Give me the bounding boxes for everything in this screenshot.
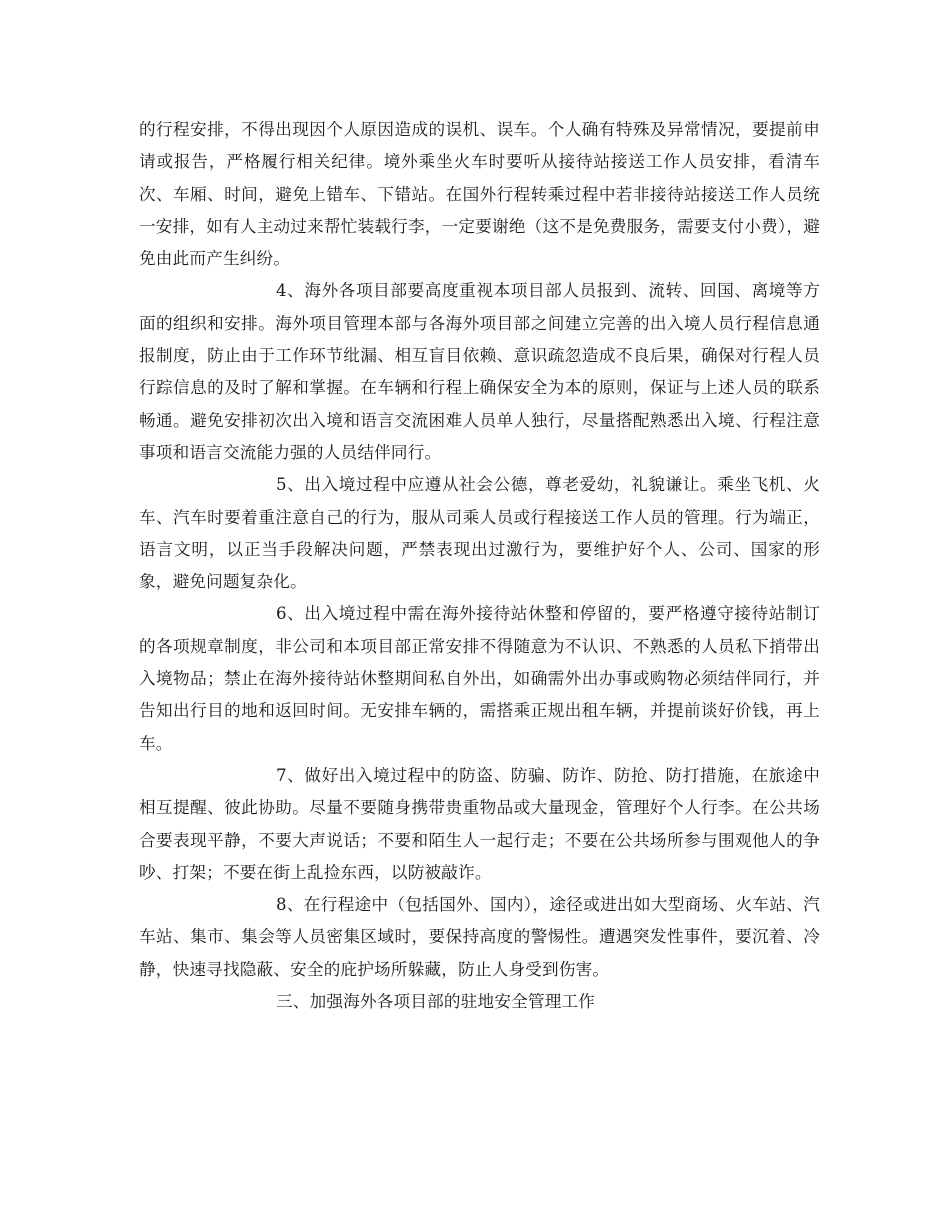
paragraph-continuation: 的行程安排，不得出现因个人原因造成的误机、误车。个人确有特殊及异常情况，要提前申请或报告，严格履行相关纪律。境外乘坐火车时要听从接待站接送工作人员安排，看清车次、车厢、时间，避免上错车、下错站。在国外行程转乘过程中若非接待站接送工作人员统一安排，如有人主动过来帮忙装载行李，一定要谢绝（这不是免费服务，需要支付小费），避免由此而产生纠纷。 [139, 120, 820, 269]
paragraph-item-8: 8、在行程途中（包括国外、国内），途径或进出如大型商场、火车站、汽车站、集市、集会等人员密集区域时，要保持高度的警惕性。遭遇突发性事件，要沉着、冷静，快速寻找隐蔽、安全的庇护场所躲藏，防止人身受到伤害。 [139, 895, 820, 979]
document-body [139, 114, 820, 1018]
paragraph-item-6: 6、出入境过程中需在海外接待站休整和停留的，要严格遵守接待站制订的各项规章制度，非公司和本项目部正常安排不得随意为不认识、不熟悉的人员私下捎带出入境物品；禁止在海外接待站休整期间私自外出，如确需外出办事或购物必须结伴同行，并告知出行目的地和返回时间。无安排车辆的，需搭乘正规出租车辆，并提前谈好价钱，再上车。 [139, 604, 820, 753]
paragraph-item-5: 5、出入境过程中应遵从社会公德，尊老爱幼，礼貌谦让。乘坐飞机、火车、汽车时要着重注意自己的行为，服从司乘人员或行程接送工作人员的管理。行为端正，语言文明，以正当手段解决问题，严禁表现出过激行为，要维护好个人、公司、国家的形象，避免问题复杂化。 [139, 475, 820, 592]
paragraph-item-7: 7、做好出入境过程中的防盗、防骗、防诈、防抢、防打措施，在旅途中相互提醒、彼此协助。尽量不要随身携带贵重物品或大量现金，管理好个人行李。在公共场合要表现平静，不要大声说话；不要和陌生人一起行走；不要在公共场所参与围观他人的争吵、打架；不要在街上乱捡东西，以防被敲诈。 [139, 765, 820, 882]
paragraph-item-4: 4、海外各项目部要高度重视本项目部人员报到、流转、回国、离境等方面的组织和安排。海外项目管理本部与各海外项目部之间建立完善的出入境人员行程信息通报制度，防止由于工作环节纰漏、相互盲目依赖、意识疏忽造成不良后果，确保对行程人员行踪信息的及时了解和掌握。在车辆和行程上确保安全为本的原则，保证与上述人员的联系畅通。避免安排初次出入境和语言交流困难人员单人独行，尽量搭配熟悉出入境、行程注意事项和语言交流能力强的人员结伴同行。 [139, 281, 820, 462]
section-heading: 三、加强海外各项目部的驻地安全管理工作 [276, 992, 596, 1012]
